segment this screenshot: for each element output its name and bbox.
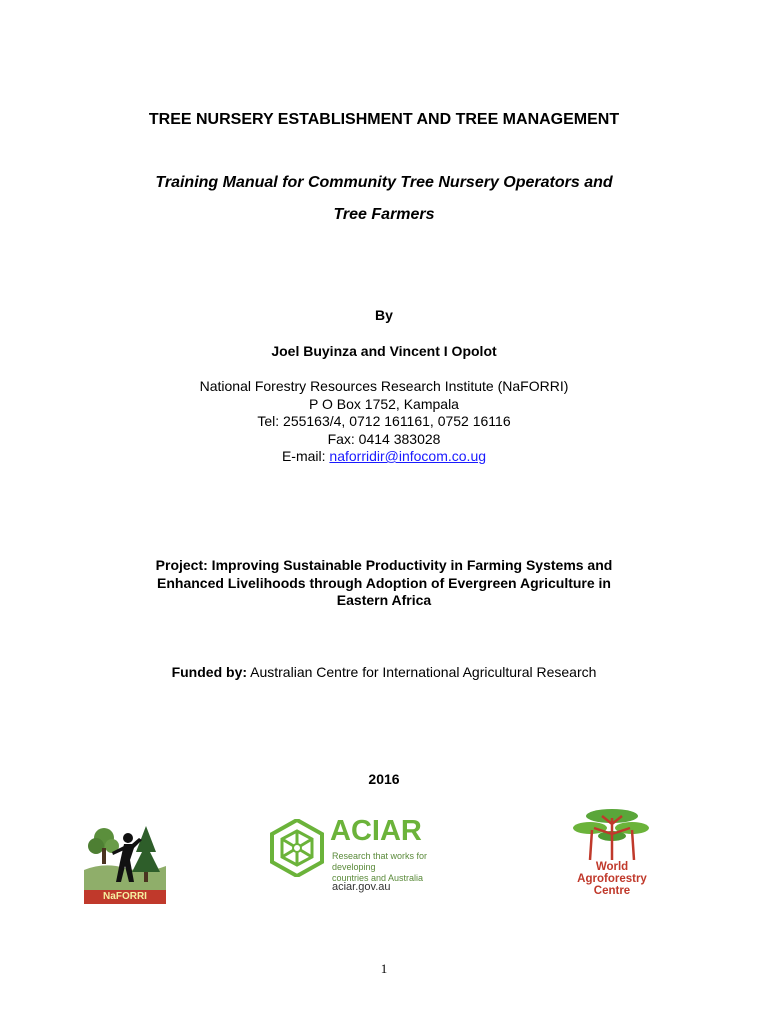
aciar-wordmark: ACIAR xyxy=(330,815,422,847)
email-label: E-mail: xyxy=(281,448,330,464)
acacia-tree-icon xyxy=(570,804,654,860)
page-number: 1 xyxy=(380,961,388,976)
institute-name: National Forestry Resources Research Institute (NaFORRI) xyxy=(199,378,569,394)
document-title: TREE NURSERY ESTABLISHMENT AND TREE MANAGEMENT xyxy=(148,111,620,128)
funded-label: Funded by: xyxy=(171,664,248,680)
naforri-emblem-icon xyxy=(84,822,166,890)
aciar-tagline xyxy=(332,851,472,884)
waf-line3: Centre xyxy=(593,885,631,897)
aciar-logo xyxy=(270,815,470,900)
document-subtitle-line2: Tree Farmers xyxy=(333,206,435,223)
authors: Joel Buyinza and Vincent I Opolot xyxy=(271,343,497,359)
email-line xyxy=(0,448,768,466)
naforri-label: NaFORRI xyxy=(84,890,166,904)
waf-line2: Agroforestry xyxy=(577,873,647,885)
aciar-emblem-icon xyxy=(270,819,324,877)
project-line2: Enhanced Livelihoods through Adoption of Evergreen Agriculture in xyxy=(157,574,611,591)
by-label: By xyxy=(375,307,393,323)
funded-by xyxy=(0,664,768,680)
document-subtitle-line1: Training Manual for Community Tree Nursery Operators and xyxy=(155,174,613,191)
world-agroforestry-name xyxy=(570,861,654,897)
aciar-tagline-line2: countries and Australia xyxy=(332,873,424,883)
project-description xyxy=(0,557,768,610)
naforri-logo xyxy=(84,822,166,904)
project-line1: Project: Improving Sustainable Productivity in Farming Systems and xyxy=(155,557,613,573)
fax: Fax: 0414 383028 xyxy=(327,430,441,447)
postal-address: P O Box 1752, Kampala xyxy=(309,395,459,412)
project-line3: Eastern Africa xyxy=(336,592,432,608)
contact-block xyxy=(0,378,768,466)
aciar-url: aciar.gov.au xyxy=(332,881,391,893)
waf-line1: World xyxy=(595,861,629,873)
aciar-tagline-line1: Research that works for developing xyxy=(332,851,428,872)
publication-year: 2016 xyxy=(368,771,400,787)
email-link[interactable]: naforridir@infocom.co.ug xyxy=(329,448,487,464)
funder-name: Australian Centre for International Agricultural Research xyxy=(247,664,597,680)
telephone: Tel: 255163/4, 0712 161161, 0752 16116 xyxy=(257,413,511,429)
world-agroforestry-logo xyxy=(570,804,654,898)
